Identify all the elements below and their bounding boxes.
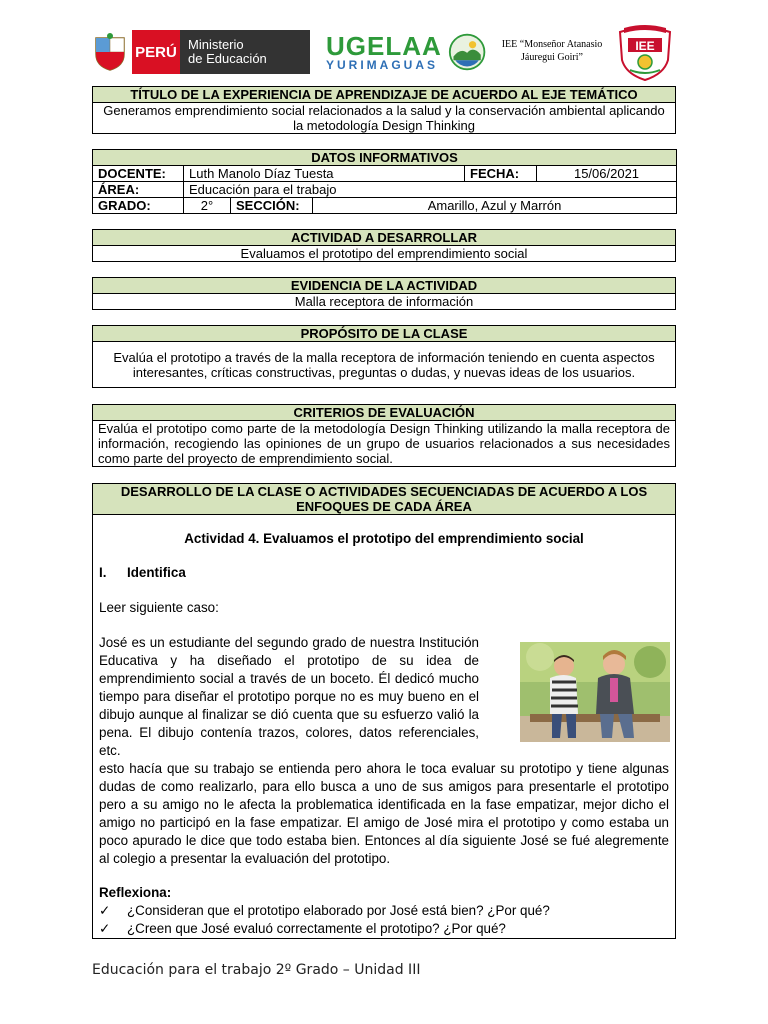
iee-crest-icon bbox=[614, 24, 676, 82]
reflexiona-label: Reflexiona: bbox=[99, 885, 172, 900]
docente-value: Luth Manolo Díaz Tuesta bbox=[184, 166, 465, 182]
ministerio-line1: Ministerio bbox=[188, 37, 244, 52]
iee-line1: IEE “Monseñor Atanasio bbox=[501, 39, 603, 50]
minedu-logo bbox=[92, 30, 318, 74]
evidencia-heading: EVIDENCIA DE LA ACTIVIDAD bbox=[93, 278, 676, 294]
peru-label: PERÚ bbox=[132, 30, 180, 74]
seccion-value: Amarillo, Azul y Marrón bbox=[313, 198, 677, 214]
question-text: ¿Creen que José evaluó correctamente el prototipo? ¿Por qué? bbox=[127, 921, 506, 936]
activity-title: Actividad 4. Evaluamos el prototipo del emprendimiento social bbox=[184, 531, 584, 546]
docente-label: DOCENTE: bbox=[93, 166, 184, 182]
actividad-text: Evaluamos el prototipo del emprendimiento social bbox=[93, 246, 676, 262]
actividad-heading: ACTIVIDAD A DESARROLLAR bbox=[93, 230, 676, 246]
titulo-table bbox=[92, 86, 676, 134]
iee-line2: Jáuregui Goiri” bbox=[521, 52, 583, 63]
ugel-logo bbox=[326, 30, 486, 74]
crest-label: IEE bbox=[635, 39, 655, 53]
datos-table bbox=[92, 149, 677, 214]
section-heading bbox=[99, 564, 669, 582]
area-value: Educación para el trabajo bbox=[184, 182, 677, 198]
ugel-main-text: UGELAA bbox=[326, 31, 442, 61]
fecha-value: 15/06/2021 bbox=[537, 166, 677, 182]
evidencia-table bbox=[92, 277, 676, 310]
check-icon: ✓ bbox=[99, 921, 111, 936]
criterios-text: Evalúa el prototipo como parte de la metodología Design Thinking utilizando la malla receptora de información, recogiendo las opiniones de un grupo de usuarios relacionados a sus necesidades como parte del proyecto de emprendimiento social. bbox=[93, 421, 676, 467]
proposito-table bbox=[92, 325, 676, 388]
ministerio-line2: de Educación bbox=[188, 51, 267, 66]
ugel-emblem-icon bbox=[448, 31, 486, 73]
ugel-sub-text: YURIMAGUAS bbox=[326, 58, 439, 72]
section-title: Identifica bbox=[127, 565, 186, 580]
titulo-text: Generamos emprendimiento social relacionados a la salud y la conservación ambiental aplicando la metodología Design Thinking bbox=[93, 103, 676, 134]
question-text: ¿Consideran que el prototipo elaborado por José está bien? ¿Por qué? bbox=[127, 903, 550, 918]
criterios-table bbox=[92, 404, 676, 467]
desarrollo-heading: DESARROLLO DE LA CLASE O ACTIVIDADES SECUENCIADAS DE ACUERDO A LOS ENFOQUES DE CADA ÁREA bbox=[93, 484, 676, 515]
ministerio-label bbox=[180, 30, 310, 74]
criterios-heading: CRITERIOS DE EVALUACIÓN bbox=[93, 405, 676, 421]
seccion-label: SECCIÓN: bbox=[231, 198, 313, 214]
grado-value: 2° bbox=[184, 198, 231, 214]
case-text-part1: José es un estudiante del segundo grado de nuestra Institución Educativa y ha diseñado el prototipo de su idea de emprendimiento social a través de un boceto. Él dedicó mucho tiempo para diseñar el prototipo porque no es muy bueno en el dibujo aunque al finalizar se dió cuenta que su esfuerzo valió la pena. El dibujo contenía trazos, colores, datos referenciales, etc. bbox=[99, 635, 479, 758]
boys-on-bench-photo bbox=[520, 642, 670, 742]
proposito-text: Evalúa el prototipo a través de la malla receptora de información teniendo en cuenta aspectos interesantes, críticas constructivas, preguntas o dudas, y nuevas ideas de los usuarios. bbox=[93, 342, 676, 388]
page-footer: Educación para el trabajo 2º Grado – Unidad III bbox=[92, 962, 421, 978]
case-text-part2: esto hacía que su trabajo se entienda pero ahora le toca evaluar su prototipo y tiene algunas dudas de como realizarlo, para ello busca a uno de sus amigos para presentarle el prototipo pero a su amigo no le afecta la problematica identificada en la fase empatizar, mejor dicho el amigo no participó en la fase empatizar. El amigo de José mira el prototipo y como estaba un poco apurado le dice que todo estaba bien. Entonces al día siguiente José se fué alegremente al colegio a presentar la evaluación del prototipo. bbox=[99, 761, 669, 866]
check-icon: ✓ bbox=[99, 903, 111, 918]
titulo-heading: TÍTULO DE LA EXPERIENCIA DE APRENDIZAJE DE ACUERDO AL EJE TEMÁTICO bbox=[93, 87, 676, 103]
intro-text: Leer siguiente caso: bbox=[99, 600, 219, 615]
evidencia-text: Malla receptora de información bbox=[93, 294, 676, 310]
proposito-heading: PROPÓSITO DE LA CLASE bbox=[93, 326, 676, 342]
datos-heading: DATOS INFORMATIVOS bbox=[93, 150, 677, 166]
section-number: I. bbox=[99, 565, 107, 580]
grado-label: GRADO: bbox=[93, 198, 184, 214]
question-item bbox=[99, 902, 669, 920]
area-label: ÁREA: bbox=[93, 182, 184, 198]
actividad-table bbox=[92, 229, 676, 262]
peru-shield-icon bbox=[92, 32, 128, 72]
question-item bbox=[99, 920, 669, 938]
fecha-label: FECHA: bbox=[465, 166, 537, 182]
iee-name bbox=[494, 38, 610, 64]
